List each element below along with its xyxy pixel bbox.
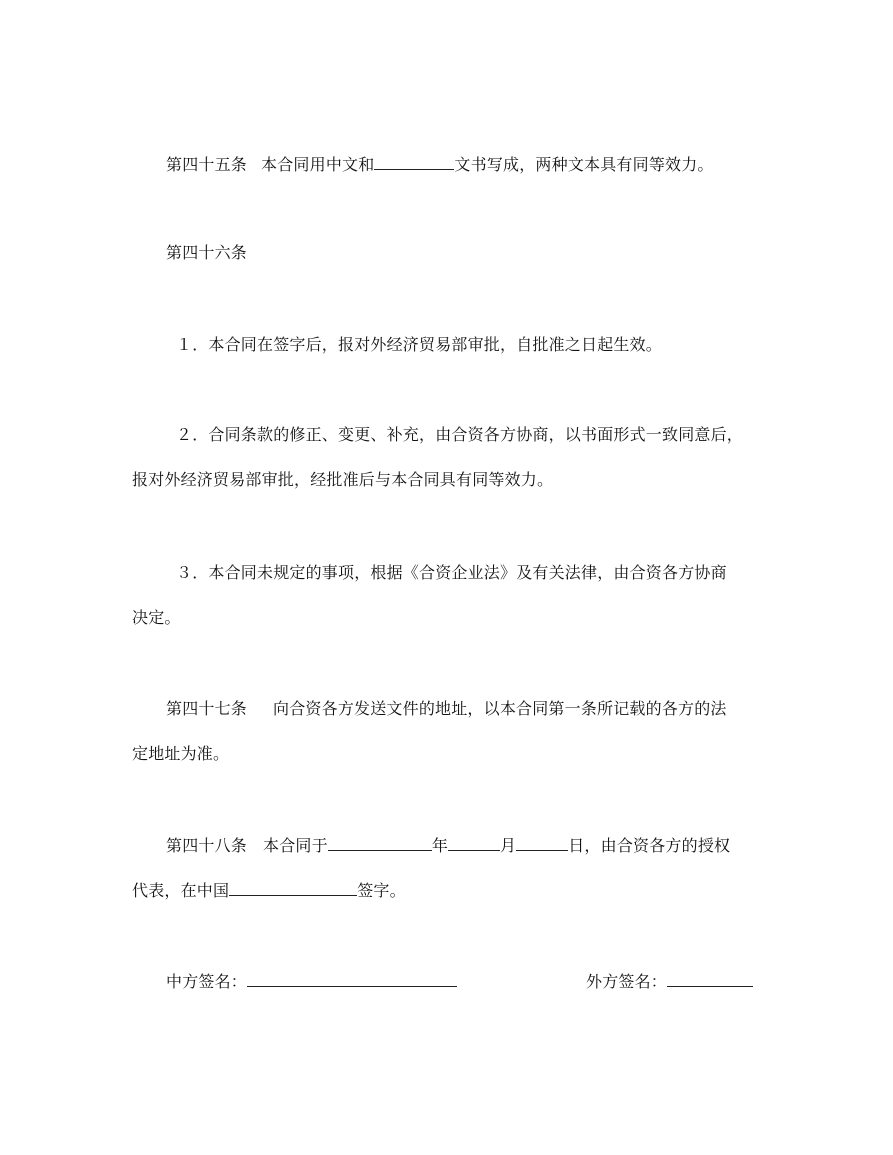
foreign-signature-label: 外方签名： xyxy=(586,972,668,991)
chinese-signature-blank xyxy=(247,971,457,987)
language-blank xyxy=(374,154,454,170)
article-46-heading: 第四十六条 xyxy=(166,243,248,262)
article-46-item-2-line-1: ２．合同条款的修正、变更、补充，由合资各方协商，以书面形式一致同意后， xyxy=(176,425,744,444)
article-45-text-before: 本合同用中文和 xyxy=(261,155,375,174)
month-blank xyxy=(448,835,500,851)
chinese-signature-label: 中方签名： xyxy=(166,972,248,991)
year-blank xyxy=(328,835,432,851)
article-48-line-2-before: 代表，在中国 xyxy=(132,881,230,900)
article-45-number: 第四十五条 xyxy=(166,155,248,174)
chinese-signature xyxy=(166,971,457,992)
article-48-line-2-after: 签字。 xyxy=(357,881,406,900)
article-47-number: 第四十七条 xyxy=(166,699,248,718)
article-45-text-after: 文书写成，两种文本具有同等效力。 xyxy=(454,155,714,174)
foreign-signature xyxy=(586,971,753,992)
article-46-item-2-line-2: 报对外经济贸易部审批，经批准后与本合同具有同等效力。 xyxy=(132,470,554,489)
article-46-item-3-line-2: 决定。 xyxy=(132,608,181,627)
year-label: 年 xyxy=(431,836,449,855)
article-45 xyxy=(166,154,714,175)
article-47-line-2: 定地址为准。 xyxy=(132,744,230,763)
article-47-text: 向合资各方发送文件的地址，以本合同第一条所记载的各方的法 xyxy=(273,699,727,718)
article-47-line-1 xyxy=(166,699,727,719)
article-48-day-text: 日，由合资各方的授权 xyxy=(568,836,731,855)
location-blank xyxy=(229,880,357,896)
foreign-signature-blank xyxy=(667,971,753,987)
article-46-item-3-line-1: ３．本合同未规定的事项，根据《合资企业法》及有关法律，由合资各方协商 xyxy=(176,563,727,582)
article-48-number: 第四十八条 xyxy=(166,836,248,855)
article-48-line-2 xyxy=(132,880,406,901)
article-46-item-1: １．本合同在签字后，报对外经济贸易部审批，自批准之日起生效。 xyxy=(176,335,663,354)
article-48-line-1 xyxy=(166,835,730,856)
month-label: 月 xyxy=(500,836,517,855)
day-blank xyxy=(516,835,568,851)
article-48-text-before: 本合同于 xyxy=(263,836,328,855)
